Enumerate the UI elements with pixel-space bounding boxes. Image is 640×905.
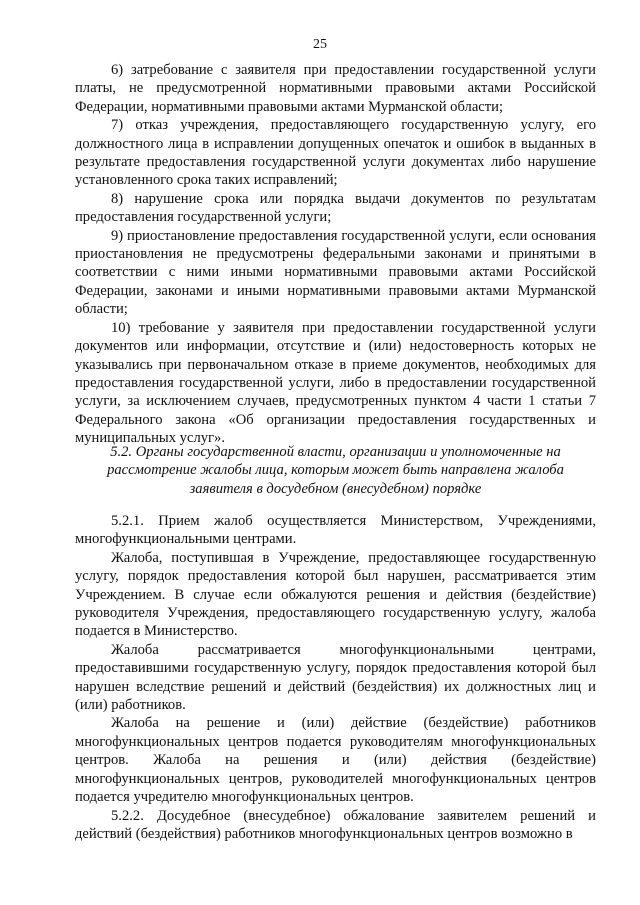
section-heading-line: заявителя в досудебном (внесудебном) порядке bbox=[189, 480, 482, 497]
paragraph: Жалоба на решение и (или) действие (бездействие) работников многофункциональных центров подается руководителям многофункциональных центров. Жалоба на решения и (или) действия (бездействие) многофункциональных центров, руководителей многофункциональных центров подается учредителю многофункциональных центров. bbox=[75, 715, 596, 806]
paragraph: Жалоба, поступившая в Учреждение, предоставляющее государственную услугу, порядок предоставления которой был нарушен, рассматривается этим Учреждением. В случае если обжалуются решения и действия (бездействие) руководителя Учреждения, предоставляющего государственную услугу, жалоба подается в Министерство. bbox=[75, 549, 596, 640]
list-item: 6) затребование с заявителя при предоставлении государственной услуги платы, не предусмотренной нормативными правовыми актами Российской Федерации, нормативными правовыми актами Мурманской области; bbox=[75, 62, 596, 115]
paragraph: 5.2.2. Досудебное (внесудебное) обжалование заявителем решений и действий (бездействия) работников многофункциональных центров возможно в bbox=[75, 807, 596, 842]
list-item: 8) нарушение срока или порядка выдачи документов по результатам предоставления государственной услуги; bbox=[75, 190, 596, 226]
list-item: 10) требование у заявителя при предоставлении государственной услуги документов или информации, отсутствие и (или) недостоверность которых не указывались при первоначальном отказе в приеме документов, необходимых для предоставления государственной услуги, либо в предоставлении государственной услуги, за исключением случаев, предусмотренных пунктом 4 части 1 статьи 7 Федерального закона «Об организации предоставления государственных и муниципальных услуг». bbox=[75, 319, 596, 447]
complaint-grounds-list bbox=[75, 61, 596, 448]
list-item: 9) приостановление предоставления государственной услуги, если основания приостановления не предусмотрены федеральными законами и принятыми в соответствии с ними иными нормативными правовыми актами Российской Федерации, законами и иными нормативными правовыми актами Мурманской области; bbox=[75, 227, 596, 318]
page-number: 25 bbox=[313, 37, 327, 52]
section-heading bbox=[75, 443, 596, 498]
section-heading-line: 5.2. Органы государственной власти, организации и уполномоченные на bbox=[110, 444, 561, 460]
paragraph: Жалоба рассматривается многофункциональными центрами, предоставившими государственную услугу, порядок предоставления которой был нарушен вследствие решений и действий (бездействия) их должностных лиц и (или) работников. bbox=[75, 641, 596, 714]
section-body bbox=[75, 512, 596, 843]
section-heading-line: рассмотрение жалобы лица, которым может быть направлена жалоба bbox=[107, 462, 564, 479]
list-item: 7) отказ учреждения, предоставляющего государственную услугу, его должностного лица в исправлении допущенных опечаток и ошибок в выданных в результате предоставления государственной услуги документах либо нарушение установленного срока таких исправлений; bbox=[75, 117, 596, 189]
paragraph: 5.2.1. Прием жалоб осуществляется Министерством, Учреждениями, многофункциональными центрами. bbox=[75, 513, 596, 548]
